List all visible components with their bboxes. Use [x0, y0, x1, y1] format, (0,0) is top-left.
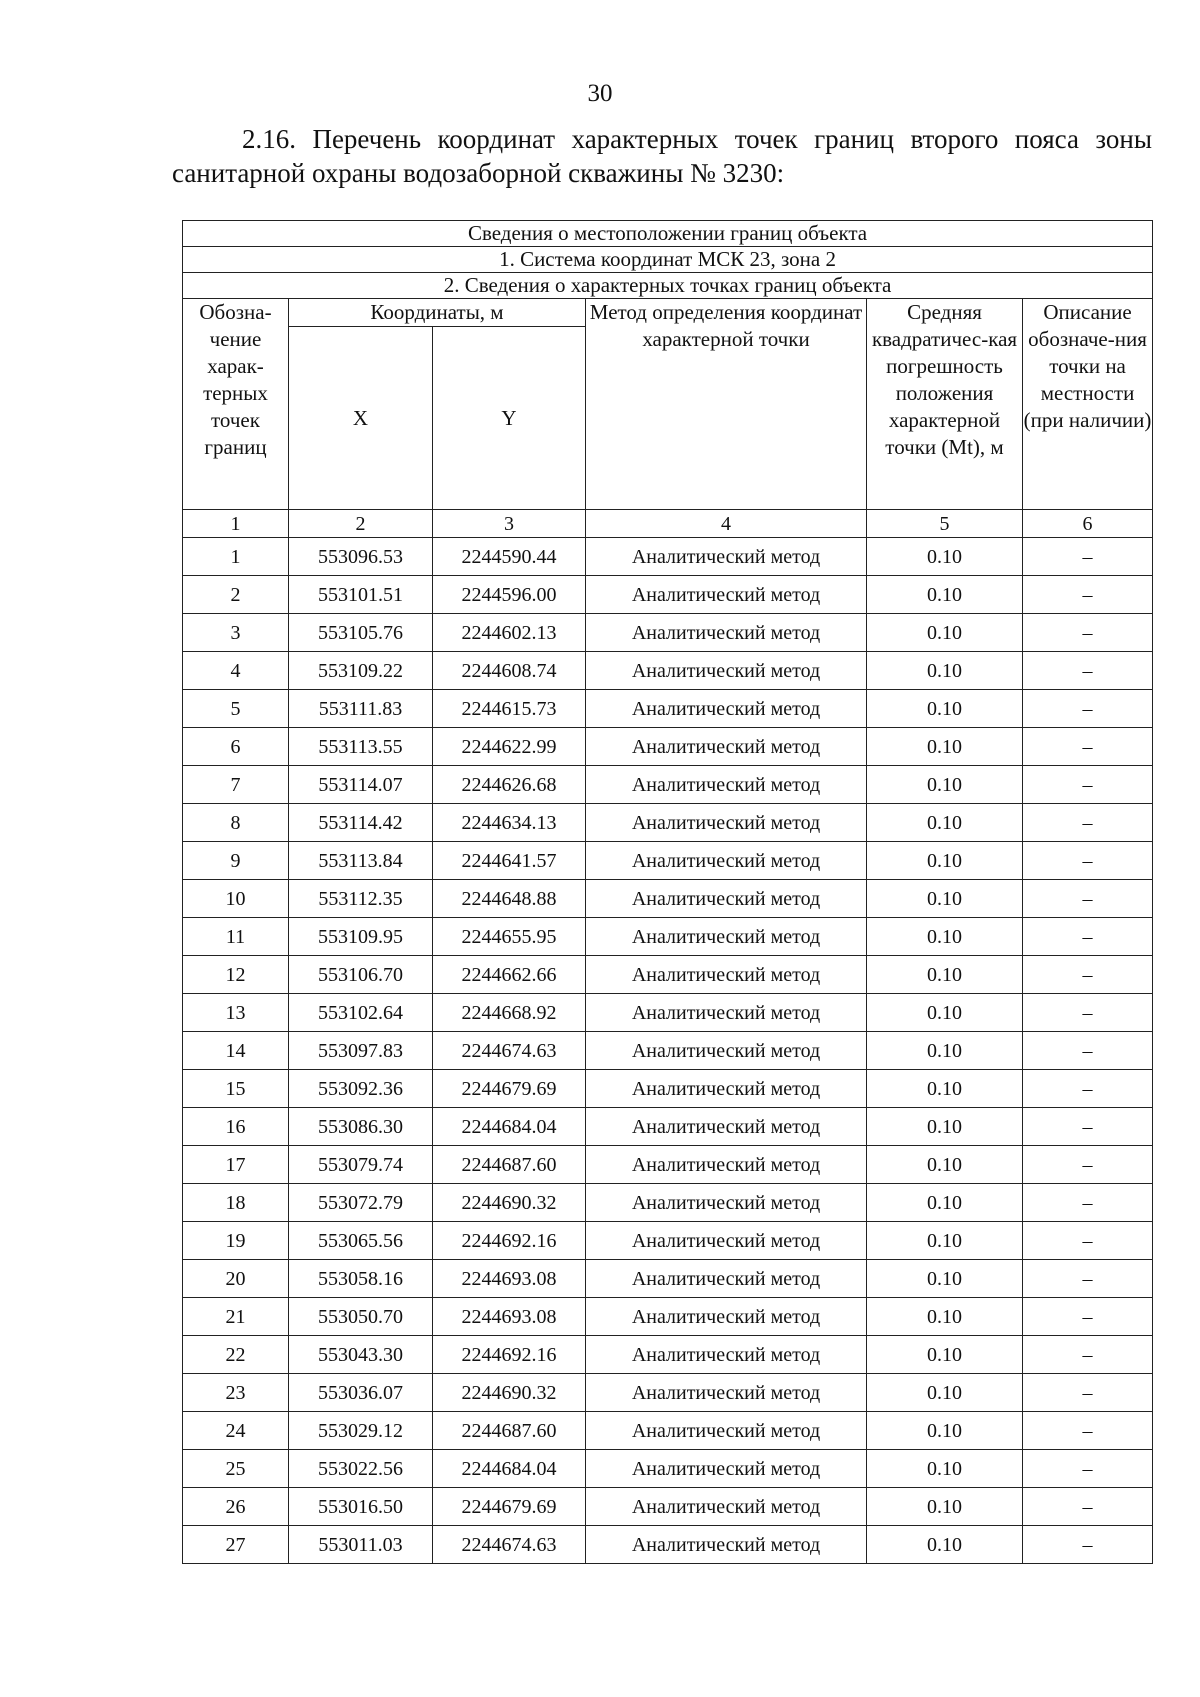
mt-value: 0.10: [867, 1108, 1023, 1146]
point-number: 2: [183, 576, 289, 614]
point-number: 27: [183, 1526, 289, 1564]
description-cell: –: [1023, 1184, 1153, 1222]
column-number: 1: [183, 510, 289, 538]
mt-value: 0.10: [867, 880, 1023, 918]
y-coordinate: 2244692.16: [433, 1336, 586, 1374]
method-cell: Аналитический метод: [586, 1260, 867, 1298]
column-number: 6: [1023, 510, 1153, 538]
table-row: [183, 956, 1153, 994]
table-row: [183, 880, 1153, 918]
description-cell: –: [1023, 1488, 1153, 1526]
mt-value: 0.10: [867, 1032, 1023, 1070]
mt-value: 0.10: [867, 1184, 1023, 1222]
table-row: [183, 994, 1153, 1032]
method-cell: Аналитический метод: [586, 1070, 867, 1108]
table-row: [183, 690, 1153, 728]
method-cell: Аналитический метод: [586, 1336, 867, 1374]
x-coordinate: 553065.56: [289, 1222, 433, 1260]
x-coordinate: 553109.22: [289, 652, 433, 690]
col-coords-header: Координаты, м: [289, 299, 586, 327]
y-coordinate: 2244687.60: [433, 1146, 586, 1184]
table-row: [183, 538, 1153, 576]
x-coordinate: 553022.56: [289, 1450, 433, 1488]
x-coordinate: 553102.64: [289, 994, 433, 1032]
x-coordinate: 553011.03: [289, 1526, 433, 1564]
table-row: [183, 1032, 1153, 1070]
y-coordinate: 2244684.04: [433, 1450, 586, 1488]
point-number: 6: [183, 728, 289, 766]
col-error-header: Средняя квадратичес-кая погрешность положения характерной точки (Mt), м: [867, 299, 1023, 510]
x-coordinate: 553105.76: [289, 614, 433, 652]
table-row: [183, 576, 1153, 614]
method-cell: Аналитический метод: [586, 1526, 867, 1564]
description-cell: –: [1023, 652, 1153, 690]
method-cell: Аналитический метод: [586, 1298, 867, 1336]
mt-value: 0.10: [867, 728, 1023, 766]
description-cell: –: [1023, 614, 1153, 652]
col-y-header: Y: [433, 327, 586, 510]
description-cell: –: [1023, 1336, 1153, 1374]
point-number: 8: [183, 804, 289, 842]
method-cell: Аналитический метод: [586, 1222, 867, 1260]
x-coordinate: 553096.53: [289, 538, 433, 576]
x-coordinate: 553112.35: [289, 880, 433, 918]
point-number: 7: [183, 766, 289, 804]
table-row: [183, 1336, 1153, 1374]
point-number: 20: [183, 1260, 289, 1298]
description-cell: –: [1023, 1526, 1153, 1564]
y-coordinate: 2244690.32: [433, 1184, 586, 1222]
table-title: Сведения о местоположении границ объекта: [183, 221, 1153, 247]
table-row: [183, 1070, 1153, 1108]
description-cell: –: [1023, 804, 1153, 842]
table-row: [183, 1488, 1153, 1526]
point-number: 4: [183, 652, 289, 690]
point-number: 9: [183, 842, 289, 880]
description-cell: –: [1023, 690, 1153, 728]
point-number: 1: [183, 538, 289, 576]
x-coordinate: 553086.30: [289, 1108, 433, 1146]
y-coordinate: 2244662.66: [433, 956, 586, 994]
mt-value: 0.10: [867, 1488, 1023, 1526]
point-number: 5: [183, 690, 289, 728]
method-cell: Аналитический метод: [586, 1412, 867, 1450]
table-row: [183, 766, 1153, 804]
table-row: [183, 1374, 1153, 1412]
mt-value: 0.10: [867, 652, 1023, 690]
description-cell: –: [1023, 728, 1153, 766]
method-cell: Аналитический метод: [586, 576, 867, 614]
points-info-row: 2. Сведения о характерных точках границ объекта: [183, 273, 1153, 299]
description-cell: –: [1023, 1374, 1153, 1412]
col-designation-header: Обозна-чение харак-терных точек границ: [183, 299, 289, 510]
point-number: 10: [183, 880, 289, 918]
mt-value: 0.10: [867, 1412, 1023, 1450]
mt-value: 0.10: [867, 614, 1023, 652]
x-coordinate: 553029.12: [289, 1412, 433, 1450]
point-number: 26: [183, 1488, 289, 1526]
y-coordinate: 2244622.99: [433, 728, 586, 766]
column-number: 3: [433, 510, 586, 538]
method-cell: Аналитический метод: [586, 652, 867, 690]
method-cell: Аналитический метод: [586, 880, 867, 918]
mt-value: 0.10: [867, 956, 1023, 994]
table-row: [183, 614, 1153, 652]
x-coordinate: 553097.83: [289, 1032, 433, 1070]
x-coordinate: 553058.16: [289, 1260, 433, 1298]
point-number: 22: [183, 1336, 289, 1374]
table-row: [183, 1184, 1153, 1222]
description-cell: –: [1023, 576, 1153, 614]
method-cell: Аналитический метод: [586, 1184, 867, 1222]
y-coordinate: 2244641.57: [433, 842, 586, 880]
method-cell: Аналитический метод: [586, 956, 867, 994]
mt-value: 0.10: [867, 1146, 1023, 1184]
point-number: 15: [183, 1070, 289, 1108]
mt-value: 0.10: [867, 804, 1023, 842]
point-number: 18: [183, 1184, 289, 1222]
section-heading: 2.16. Перечень координат характерных точек границ второго пояса зоны санитарной охраны водозаборной скважины № 3230:: [172, 124, 1152, 188]
page-number: 30: [587, 80, 613, 107]
y-coordinate: 2244590.44: [433, 538, 586, 576]
y-coordinate: 2244674.63: [433, 1526, 586, 1564]
x-coordinate: 553092.36: [289, 1070, 433, 1108]
table-row: [183, 918, 1153, 956]
table-row: [183, 1412, 1153, 1450]
mt-value: 0.10: [867, 1222, 1023, 1260]
description-cell: –: [1023, 1146, 1153, 1184]
method-cell: Аналитический метод: [586, 804, 867, 842]
method-cell: Аналитический метод: [586, 1146, 867, 1184]
mt-value: 0.10: [867, 766, 1023, 804]
method-cell: Аналитический метод: [586, 1032, 867, 1070]
description-cell: –: [1023, 766, 1153, 804]
method-cell: Аналитический метод: [586, 614, 867, 652]
y-coordinate: 2244634.13: [433, 804, 586, 842]
x-coordinate: 553113.84: [289, 842, 433, 880]
point-number: 19: [183, 1222, 289, 1260]
description-cell: –: [1023, 918, 1153, 956]
point-number: 23: [183, 1374, 289, 1412]
description-cell: –: [1023, 880, 1153, 918]
y-coordinate: 2244693.08: [433, 1260, 586, 1298]
mt-value: 0.10: [867, 842, 1023, 880]
x-coordinate: 553036.07: [289, 1374, 433, 1412]
method-cell: Аналитический метод: [586, 1108, 867, 1146]
table-row: [183, 804, 1153, 842]
table-body: [183, 221, 1153, 1564]
method-cell: Аналитический метод: [586, 766, 867, 804]
y-coordinate: 2244655.95: [433, 918, 586, 956]
method-cell: Аналитический метод: [586, 1450, 867, 1488]
x-coordinate: 553114.07: [289, 766, 433, 804]
x-coordinate: 553113.55: [289, 728, 433, 766]
y-coordinate: 2244602.13: [433, 614, 586, 652]
description-cell: –: [1023, 842, 1153, 880]
coordinates-table: [182, 220, 1153, 1564]
table-row: [183, 1298, 1153, 1336]
description-cell: –: [1023, 1108, 1153, 1146]
x-coordinate: 553050.70: [289, 1298, 433, 1336]
mt-value: 0.10: [867, 690, 1023, 728]
description-cell: –: [1023, 1298, 1153, 1336]
col-desc-header: Описание обозначе-ния точки на местности (при наличии): [1023, 299, 1153, 510]
mt-value: 0.10: [867, 538, 1023, 576]
method-cell: Аналитический метод: [586, 538, 867, 576]
y-coordinate: 2244690.32: [433, 1374, 586, 1412]
mt-value: 0.10: [867, 918, 1023, 956]
y-coordinate: 2244692.16: [433, 1222, 586, 1260]
mt-value: 0.10: [867, 1336, 1023, 1374]
y-coordinate: 2244684.04: [433, 1108, 586, 1146]
point-number: 24: [183, 1412, 289, 1450]
mt-value: 0.10: [867, 1298, 1023, 1336]
x-coordinate: 553111.83: [289, 690, 433, 728]
point-number: 13: [183, 994, 289, 1032]
x-coordinate: 553106.70: [289, 956, 433, 994]
y-coordinate: 2244674.63: [433, 1032, 586, 1070]
coordinate-system-row: 1. Система координат МСК 23, зона 2: [183, 247, 1153, 273]
y-coordinate: 2244596.00: [433, 576, 586, 614]
y-coordinate: 2244668.92: [433, 994, 586, 1032]
table-row: [183, 1108, 1153, 1146]
description-cell: –: [1023, 956, 1153, 994]
point-number: 25: [183, 1450, 289, 1488]
point-number: 21: [183, 1298, 289, 1336]
point-number: 3: [183, 614, 289, 652]
y-coordinate: 2244615.73: [433, 690, 586, 728]
description-cell: –: [1023, 994, 1153, 1032]
y-coordinate: 2244687.60: [433, 1412, 586, 1450]
column-number-row: [183, 510, 1153, 538]
x-coordinate: 553101.51: [289, 576, 433, 614]
column-number: 5: [867, 510, 1023, 538]
point-number: 12: [183, 956, 289, 994]
description-cell: –: [1023, 1450, 1153, 1488]
column-number: 4: [586, 510, 867, 538]
x-coordinate: 553109.95: [289, 918, 433, 956]
y-coordinate: 2244626.68: [433, 766, 586, 804]
method-cell: Аналитический метод: [586, 1374, 867, 1412]
y-coordinate: 2244608.74: [433, 652, 586, 690]
mt-value: 0.10: [867, 1260, 1023, 1298]
y-coordinate: 2244679.69: [433, 1070, 586, 1108]
y-coordinate: 2244679.69: [433, 1488, 586, 1526]
description-cell: –: [1023, 1070, 1153, 1108]
method-cell: Аналитический метод: [586, 994, 867, 1032]
table-row: [183, 728, 1153, 766]
mt-value: 0.10: [867, 1526, 1023, 1564]
description-cell: –: [1023, 1260, 1153, 1298]
method-cell: Аналитический метод: [586, 842, 867, 880]
method-cell: Аналитический метод: [586, 1488, 867, 1526]
x-coordinate: 553043.30: [289, 1336, 433, 1374]
table-row: [183, 1146, 1153, 1184]
column-number: 2: [289, 510, 433, 538]
mt-value: 0.10: [867, 1374, 1023, 1412]
x-coordinate: 553079.74: [289, 1146, 433, 1184]
table-row: [183, 842, 1153, 880]
table-row: [183, 1450, 1153, 1488]
mt-value: 0.10: [867, 994, 1023, 1032]
description-cell: –: [1023, 538, 1153, 576]
y-coordinate: 2244693.08: [433, 1298, 586, 1336]
x-coordinate: 553072.79: [289, 1184, 433, 1222]
table-row: [183, 1526, 1153, 1564]
description-cell: –: [1023, 1222, 1153, 1260]
table-row: [183, 652, 1153, 690]
col-x-header: X: [289, 327, 433, 510]
mt-value: 0.10: [867, 576, 1023, 614]
method-cell: Аналитический метод: [586, 728, 867, 766]
point-number: 16: [183, 1108, 289, 1146]
point-number: 11: [183, 918, 289, 956]
method-cell: Аналитический метод: [586, 690, 867, 728]
table-row: [183, 1222, 1153, 1260]
x-coordinate: 553016.50: [289, 1488, 433, 1526]
y-coordinate: 2244648.88: [433, 880, 586, 918]
mt-value: 0.10: [867, 1070, 1023, 1108]
point-number: 14: [183, 1032, 289, 1070]
table-row: [183, 1260, 1153, 1298]
mt-value: 0.10: [867, 1450, 1023, 1488]
point-number: 17: [183, 1146, 289, 1184]
description-cell: –: [1023, 1412, 1153, 1450]
x-coordinate: 553114.42: [289, 804, 433, 842]
col-method-header: Метод определения координат характерной точки: [586, 299, 867, 510]
method-cell: Аналитический метод: [586, 918, 867, 956]
description-cell: –: [1023, 1032, 1153, 1070]
